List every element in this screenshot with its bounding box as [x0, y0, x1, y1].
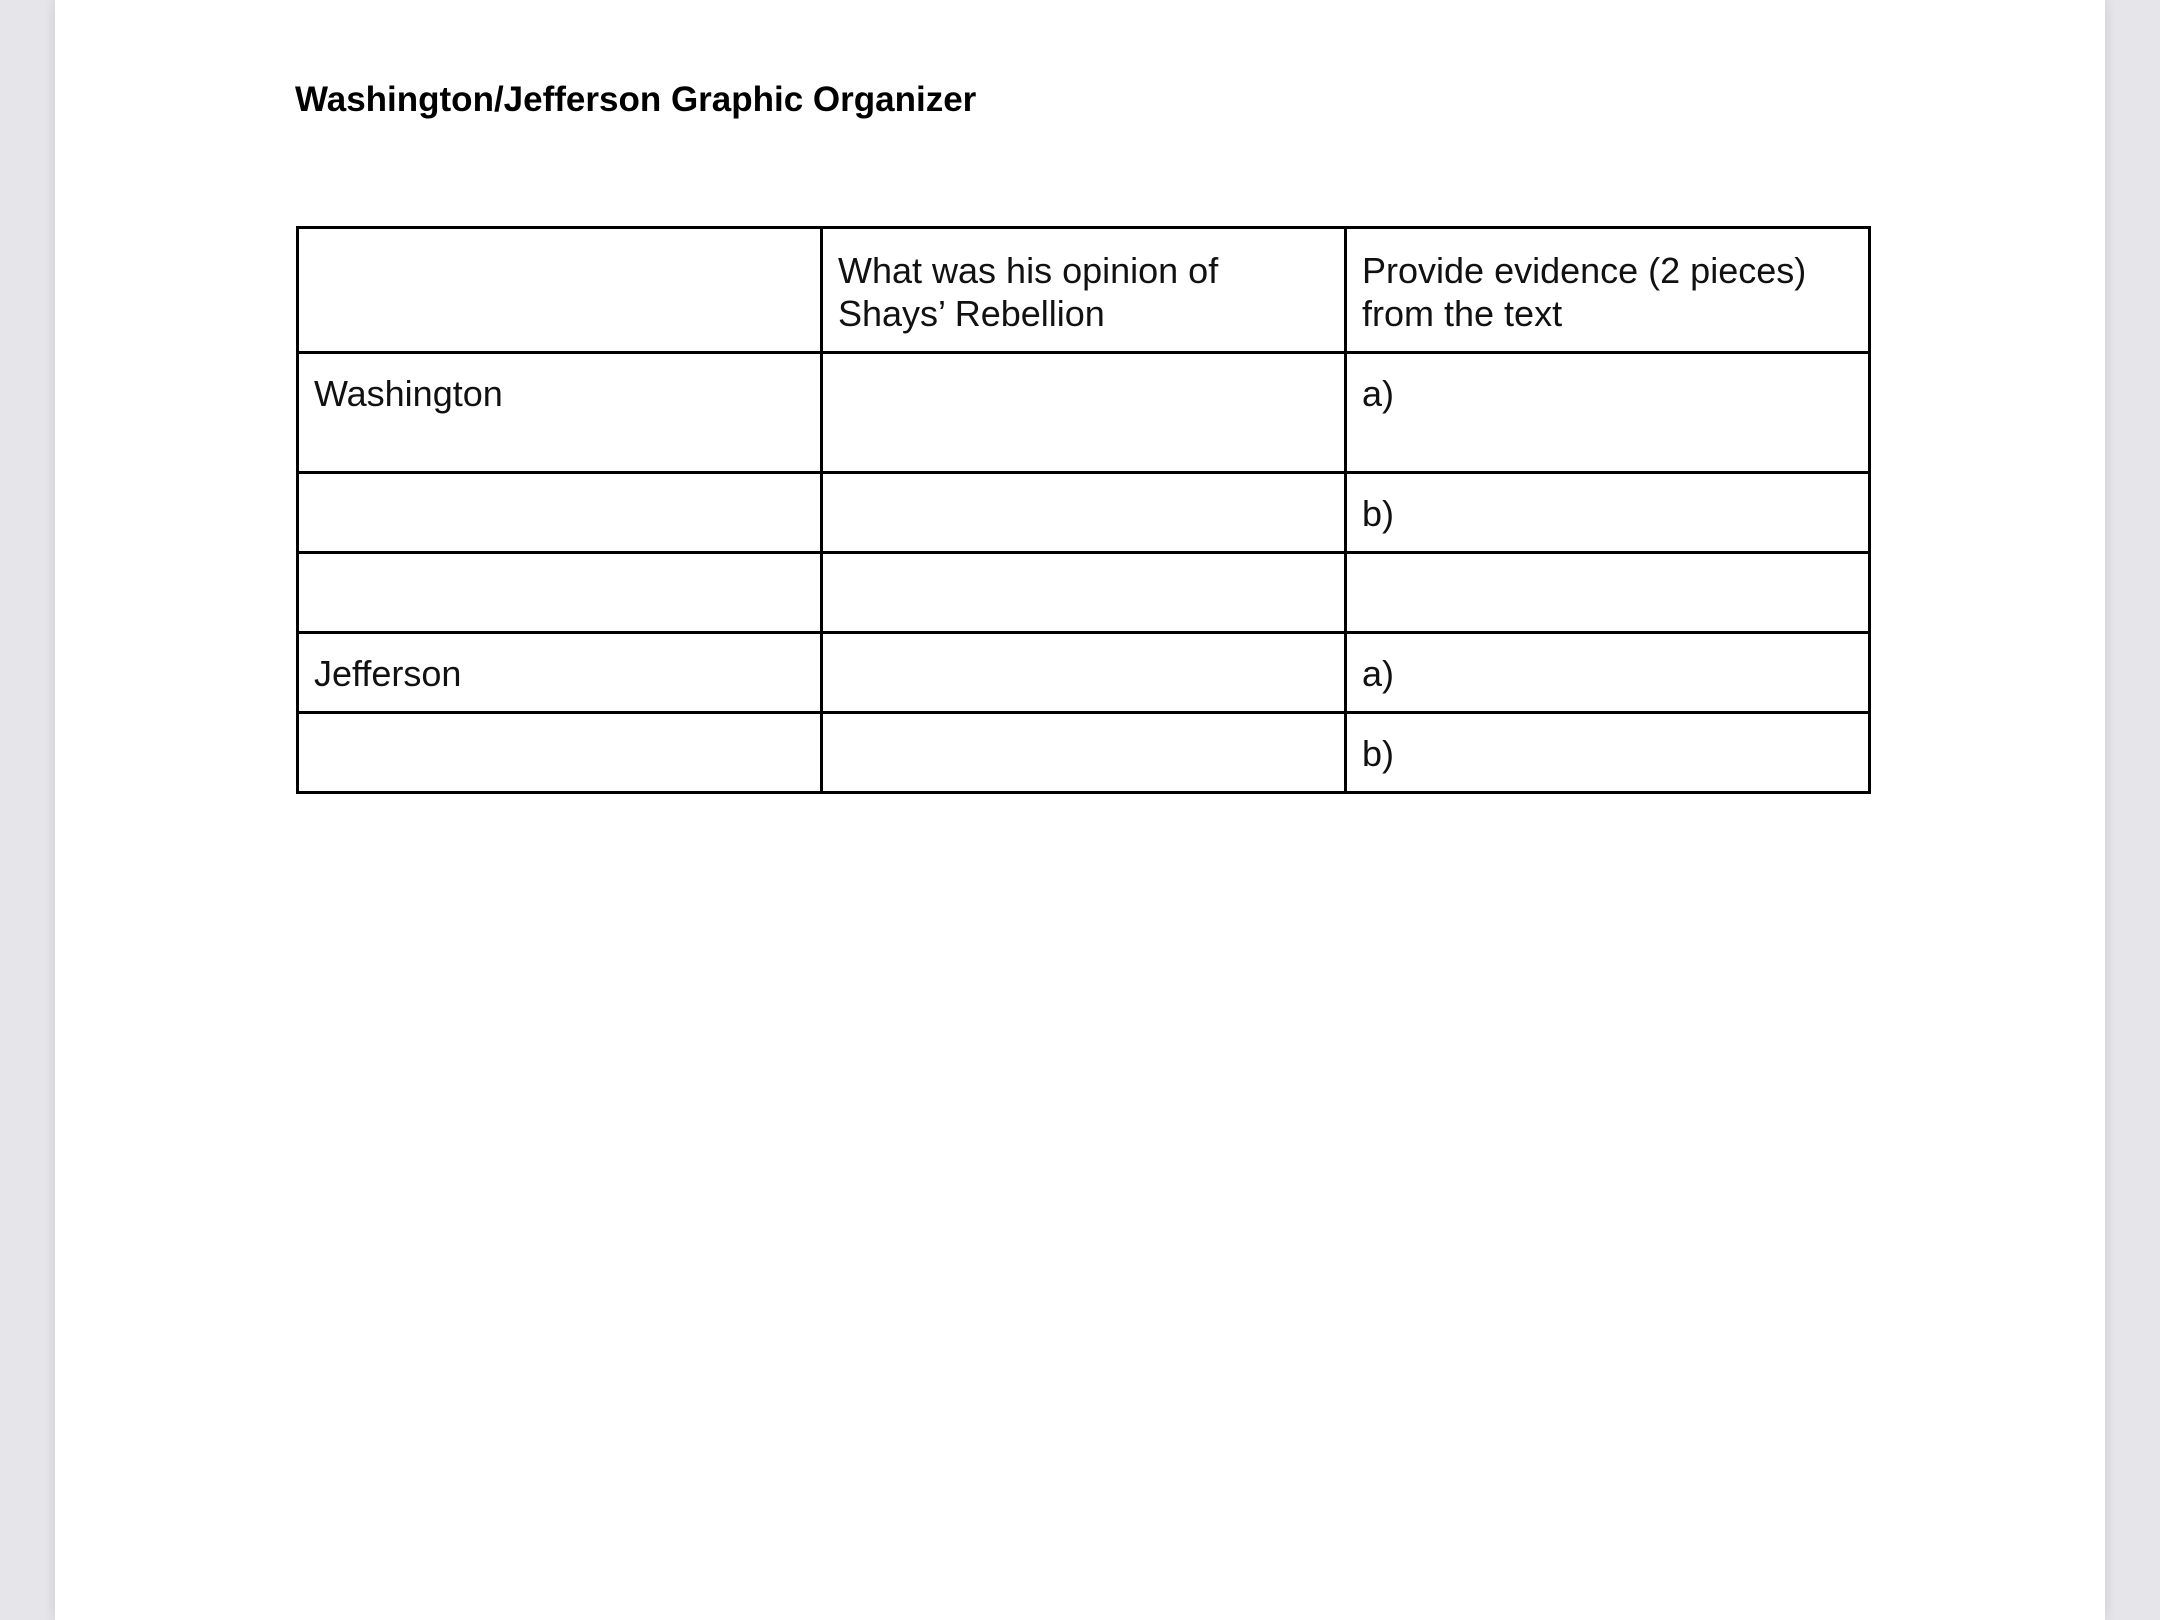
name-cell[interactable]: [298, 473, 822, 553]
document-page: [55, 0, 2105, 1620]
evidence-cell[interactable]: b): [1346, 473, 1870, 553]
header-cell-opinion: What was his opinion of Shays’ Rebellion: [822, 228, 1346, 353]
graphic-organizer-table: [296, 226, 1871, 794]
opinion-cell[interactable]: [822, 553, 1346, 633]
name-cell[interactable]: Jefferson: [298, 633, 822, 713]
table-row: [298, 713, 1870, 793]
header-cell-evidence: Provide evidence (2 pieces) from the text: [1346, 228, 1870, 353]
name-cell[interactable]: [298, 553, 822, 633]
name-cell[interactable]: Washington: [298, 353, 822, 473]
document-title: Washington/Jefferson Graphic Organizer: [295, 80, 977, 119]
evidence-cell[interactable]: b): [1346, 713, 1870, 793]
opinion-cell[interactable]: [822, 353, 1346, 473]
evidence-cell[interactable]: a): [1346, 633, 1870, 713]
evidence-cell[interactable]: [1346, 553, 1870, 633]
opinion-cell[interactable]: [822, 713, 1346, 793]
table-header-row: [298, 228, 1870, 353]
evidence-cell[interactable]: a): [1346, 353, 1870, 473]
opinion-cell[interactable]: [822, 473, 1346, 553]
table-row: [298, 353, 1870, 473]
name-cell[interactable]: [298, 713, 822, 793]
table-row: [298, 553, 1870, 633]
table-row: [298, 473, 1870, 553]
table-row: [298, 633, 1870, 713]
header-cell-empty: [298, 228, 822, 353]
opinion-cell[interactable]: [822, 633, 1346, 713]
